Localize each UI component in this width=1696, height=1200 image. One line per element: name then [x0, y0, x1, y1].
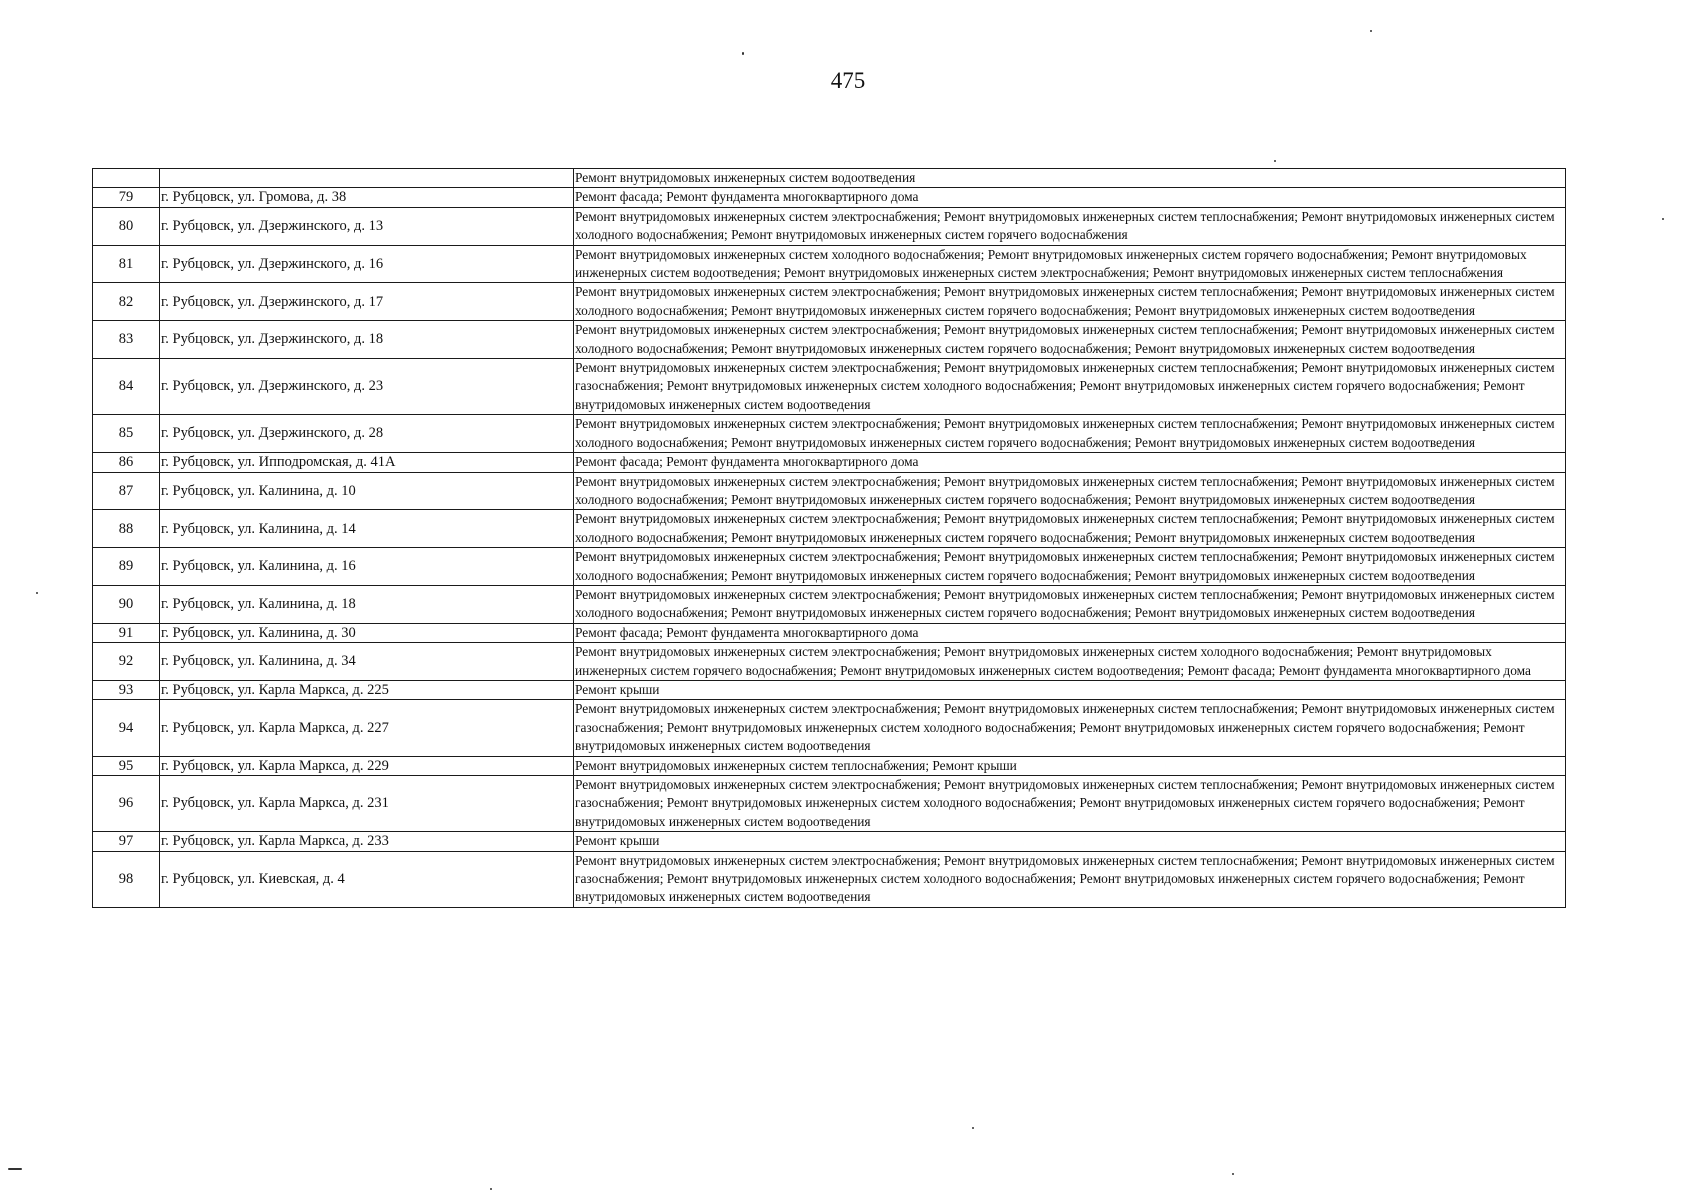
building-address: г. Рубцовск, ул. Дзержинского, д. 16	[160, 245, 574, 283]
building-address: г. Рубцовск, ул. Калинина, д. 16	[160, 548, 574, 586]
building-address: г. Рубцовск, ул. Карла Маркса, д. 231	[160, 776, 574, 832]
repair-works: Ремонт внутридомовых инженерных систем электроснабжения; Ремонт внутридомовых инженерных систем теплоснабжения; Ремонт внутридомовых инженерных систем холодного водоснабжения; Ремонт внутридомовых инженерных систем горячего водоснабжения; Ремонт внутридомовых инженерных систем водоотведения	[574, 321, 1566, 359]
repair-works: Ремонт внутридомовых инженерных систем электроснабжения; Ремонт внутридомовых инженерных систем теплоснабжения; Ремонт внутридомовых инженерных систем холодного водоснабжения; Ремонт внутридомовых инженерных систем горячего водоснабжения; Ремонт внутридомовых инженерных систем водоотведения	[574, 415, 1566, 453]
repair-works: Ремонт фасада; Ремонт фундамента многоквартирного дома	[574, 453, 1566, 472]
row-number: 91	[93, 623, 160, 642]
repair-works: Ремонт внутридомовых инженерных систем электроснабжения; Ремонт внутридомовых инженерных систем теплоснабжения; Ремонт внутридомовых инженерных систем холодного водоснабжения; Ремонт внутридомовых инженерных систем горячего водоснабжения; Ремонт внутридомовых инженерных систем водоотведения	[574, 472, 1566, 510]
row-number: 81	[93, 245, 160, 283]
table-row	[93, 700, 1566, 756]
repair-works: Ремонт внутридомовых инженерных систем электроснабжения; Ремонт внутридомовых инженерных систем теплоснабжения; Ремонт внутридомовых инженерных систем холодного водоснабжения; Ремонт внутридомовых инженерных систем горячего водоснабжения; Ремонт внутридомовых инженерных систем водоотведения	[574, 548, 1566, 586]
building-address: г. Рубцовск, ул. Калинина, д. 34	[160, 643, 574, 681]
building-address: г. Рубцовск, ул. Карла Маркса, д. 229	[160, 756, 574, 775]
row-number: 92	[93, 643, 160, 681]
table-row	[93, 453, 1566, 472]
row-number: 95	[93, 756, 160, 775]
building-address: г. Рубцовск, ул. Громова, д. 38	[160, 188, 574, 207]
scan-speck	[8, 1168, 22, 1170]
table-row	[93, 548, 1566, 586]
table-body	[93, 169, 1566, 908]
table-row	[93, 415, 1566, 453]
scan-speck	[972, 1127, 974, 1129]
repair-works: Ремонт внутридомовых инженерных систем электроснабжения; Ремонт внутридомовых инженерных систем теплоснабжения; Ремонт внутридомовых инженерных систем газоснабжения; Ремонт внутридомовых инженерных систем холодного водоснабжения; Ремонт внутридомовых инженерных систем горячего водоснабжения; Ремонт внутридомовых инженерных систем водоотведения	[574, 700, 1566, 756]
scan-speck	[742, 52, 744, 55]
table-row	[93, 472, 1566, 510]
row-number: 83	[93, 321, 160, 359]
repair-works: Ремонт внутридомовых инженерных систем водоотведения	[574, 169, 1566, 188]
building-address: г. Рубцовск, ул. Дзержинского, д. 23	[160, 359, 574, 415]
row-number: 85	[93, 415, 160, 453]
table-row	[93, 851, 1566, 907]
row-number: 96	[93, 776, 160, 832]
building-address	[160, 169, 574, 188]
table-row	[93, 643, 1566, 681]
building-address: г. Рубцовск, ул. Дзержинского, д. 28	[160, 415, 574, 453]
table-row	[93, 207, 1566, 245]
building-address: г. Рубцовск, ул. Дзержинского, д. 17	[160, 283, 574, 321]
repair-works: Ремонт внутридомовых инженерных систем холодного водоснабжения; Ремонт внутридомовых инженерных систем горячего водоснабжения; Ремонт внутридомовых инженерных систем водоотведения; Ремонт внутридомовых инженерных систем электроснабжения; Ремонт внутридомовых инженерных систем теплоснабжения	[574, 245, 1566, 283]
table-row	[93, 169, 1566, 188]
page-number: 475	[830, 68, 866, 93]
row-number: 80	[93, 207, 160, 245]
table-row	[93, 283, 1566, 321]
table-row	[93, 359, 1566, 415]
building-address: г. Рубцовск, ул. Калинина, д. 30	[160, 623, 574, 642]
table-row	[93, 776, 1566, 832]
building-address: г. Рубцовск, ул. Ипподромская, д. 41А	[160, 453, 574, 472]
building-address: г. Рубцовск, ул. Калинина, д. 14	[160, 510, 574, 548]
row-number: 97	[93, 832, 160, 851]
scan-speck	[36, 592, 38, 594]
table-row	[93, 585, 1566, 623]
repair-works: Ремонт внутридомовых инженерных систем теплоснабжения; Ремонт крыши	[574, 756, 1566, 775]
row-number: 89	[93, 548, 160, 586]
scan-speck	[1232, 1173, 1234, 1175]
building-address: г. Рубцовск, ул. Дзержинского, д. 18	[160, 321, 574, 359]
row-number	[93, 169, 160, 188]
building-address: г. Рубцовск, ул. Карла Маркса, д. 225	[160, 680, 574, 699]
repair-register-table	[92, 168, 1566, 908]
repair-works: Ремонт внутридомовых инженерных систем электроснабжения; Ремонт внутридомовых инженерных систем теплоснабжения; Ремонт внутридомовых инженерных систем холодного водоснабжения; Ремонт внутридомовых инженерных систем горячего водоснабжения; Ремонт внутридомовых инженерных систем водоотведения	[574, 510, 1566, 548]
table-row	[93, 188, 1566, 207]
row-number: 82	[93, 283, 160, 321]
row-number: 88	[93, 510, 160, 548]
row-number: 94	[93, 700, 160, 756]
repair-works: Ремонт крыши	[574, 680, 1566, 699]
row-number: 84	[93, 359, 160, 415]
table-row	[93, 756, 1566, 775]
table-row	[93, 245, 1566, 283]
repair-works: Ремонт внутридомовых инженерных систем электроснабжения; Ремонт внутридомовых инженерных систем теплоснабжения; Ремонт внутридомовых инженерных систем холодного водоснабжения; Ремонт внутридомовых инженерных систем горячего водоснабжения; Ремонт внутридомовых инженерных систем водоотведения	[574, 283, 1566, 321]
scan-speck	[1370, 30, 1372, 32]
row-number: 90	[93, 585, 160, 623]
building-address: г. Рубцовск, ул. Киевская, д. 4	[160, 851, 574, 907]
row-number: 87	[93, 472, 160, 510]
scan-speck	[1662, 218, 1664, 220]
building-address: г. Рубцовск, ул. Калинина, д. 10	[160, 472, 574, 510]
table-row	[93, 680, 1566, 699]
table-row	[93, 321, 1566, 359]
repair-works: Ремонт фасада; Ремонт фундамента многоквартирного дома	[574, 188, 1566, 207]
repair-works: Ремонт внутридомовых инженерных систем электроснабжения; Ремонт внутридомовых инженерных систем теплоснабжения; Ремонт внутридомовых инженерных систем холодного водоснабжения; Ремонт внутридомовых инженерных систем горячего водоснабжения	[574, 207, 1566, 245]
building-address: г. Рубцовск, ул. Карла Маркса, д. 233	[160, 832, 574, 851]
row-number: 98	[93, 851, 160, 907]
repair-works: Ремонт внутридомовых инженерных систем электроснабжения; Ремонт внутридомовых инженерных систем теплоснабжения; Ремонт внутридомовых инженерных систем газоснабжения; Ремонт внутридомовых инженерных систем холодного водоснабжения; Ремонт внутридомовых инженерных систем горячего водоснабжения; Ремонт внутридомовых инженерных систем водоотведения	[574, 359, 1566, 415]
building-address: г. Рубцовск, ул. Калинина, д. 18	[160, 585, 574, 623]
table-row	[93, 510, 1566, 548]
row-number: 79	[93, 188, 160, 207]
row-number: 93	[93, 680, 160, 699]
repair-works: Ремонт внутридомовых инженерных систем электроснабжения; Ремонт внутридомовых инженерных систем теплоснабжения; Ремонт внутридомовых инженерных систем газоснабжения; Ремонт внутридомовых инженерных систем холодного водоснабжения; Ремонт внутридомовых инженерных систем горячего водоснабжения; Ремонт внутридомовых инженерных систем водоотведения	[574, 776, 1566, 832]
scan-speck	[1274, 160, 1276, 162]
repair-works: Ремонт внутридомовых инженерных систем электроснабжения; Ремонт внутридомовых инженерных систем теплоснабжения; Ремонт внутридомовых инженерных систем газоснабжения; Ремонт внутридомовых инженерных систем холодного водоснабжения; Ремонт внутридомовых инженерных систем горячего водоснабжения; Ремонт внутридомовых инженерных систем водоотведения	[574, 851, 1566, 907]
repair-works: Ремонт крыши	[574, 832, 1566, 851]
repair-works: Ремонт внутридомовых инженерных систем электроснабжения; Ремонт внутридомовых инженерных систем теплоснабжения; Ремонт внутридомовых инженерных систем холодного водоснабжения; Ремонт внутридомовых инженерных систем горячего водоснабжения; Ремонт внутридомовых инженерных систем водоотведения	[574, 585, 1566, 623]
repair-works: Ремонт внутридомовых инженерных систем электроснабжения; Ремонт внутридомовых инженерных систем холодного водоснабжения; Ремонт внутридомовых инженерных систем горячего водоснабжения; Ремонт внутридомовых инженерных систем водоотведения; Ремонт фасада; Ремонт фундамента многоквартирного дома	[574, 643, 1566, 681]
table-row	[93, 832, 1566, 851]
repair-works: Ремонт фасада; Ремонт фундамента многоквартирного дома	[574, 623, 1566, 642]
scan-speck	[490, 1188, 492, 1190]
building-address: г. Рубцовск, ул. Дзержинского, д. 13	[160, 207, 574, 245]
row-number: 86	[93, 453, 160, 472]
building-address: г. Рубцовск, ул. Карла Маркса, д. 227	[160, 700, 574, 756]
table-row	[93, 623, 1566, 642]
